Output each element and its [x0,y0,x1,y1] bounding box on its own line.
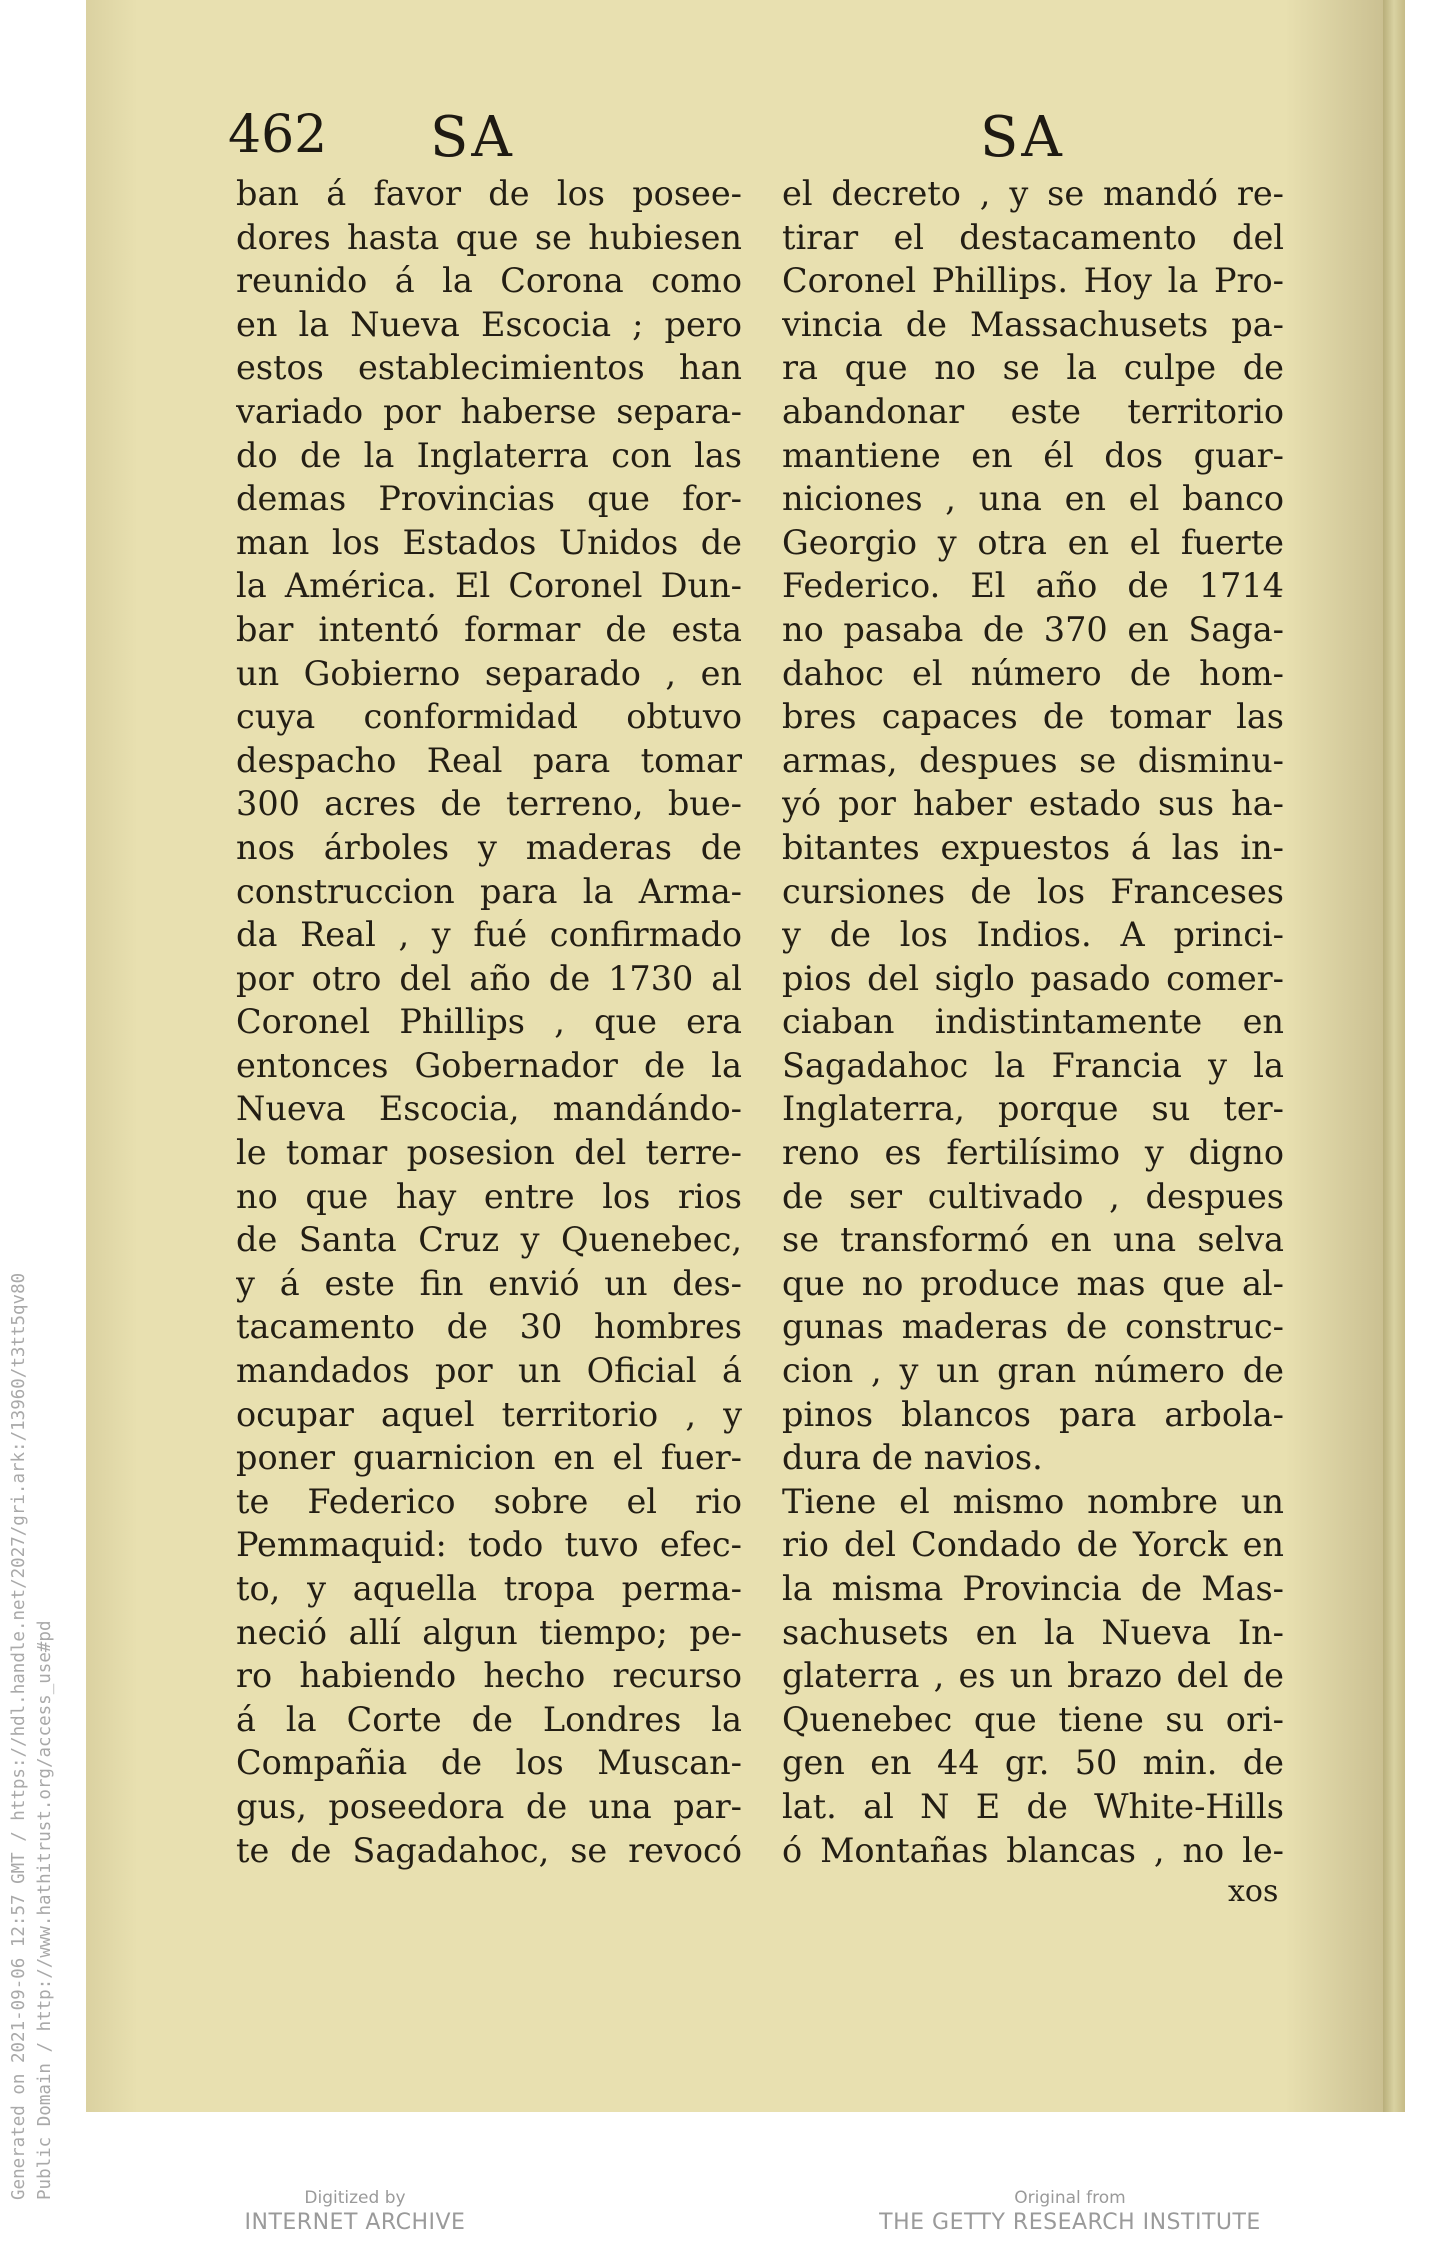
text-line: le tomar posesion del terre- [236,1133,742,1173]
running-head-right: SA [980,105,1065,170]
text-line: no pasaba de 370 en Saga- [782,609,1284,649]
digitized-by-credit [230,2188,480,2235]
text-line: bitantes expuestos á las in- [782,827,1284,867]
text-line: un Gobierno separado , en [236,653,742,693]
text-line: gen en 44 gr. 50 min. de [782,1743,1284,1783]
text-line: Tiene el mismo nombre un [782,1481,1284,1521]
text-line: poner guarnicion en el fuer- [236,1438,742,1478]
digitized-by-label: Digitized by [304,2188,406,2208]
text-line: ban á favor de los posee- [236,174,742,213]
text-line: do de la Inglaterra con las [236,435,742,475]
text-line: man los Estados Unidos de [236,522,742,562]
catchword: xos [1228,1874,1279,1909]
text-line: despacho Real para tomar [236,740,742,780]
text-line: de ser cultivado , despues [782,1176,1284,1216]
text-line: yó por haber estado sus ha- [782,784,1284,824]
text-line: te Federico sobre el rio [236,1481,742,1521]
text-line: ó Montañas blancas , no le- [782,1830,1284,1870]
text-line: se transformó en una selva [782,1220,1284,1260]
text-line: Nueva Escocia, mandándo- [236,1089,742,1129]
text-line: á la Corte de Londres la [236,1699,742,1739]
running-head-left: SA [430,105,515,170]
text-line: Federico. El año de 1714 [782,566,1284,606]
text-line: no que hay entre los rios [236,1176,742,1216]
text-line: cursiones de los Franceses [782,871,1284,911]
text-line: la misma Provincia de Mas- [782,1569,1284,1608]
original-from-label: Original from [1014,2188,1126,2208]
text-line: mandados por un Oficial á [236,1351,742,1391]
page-edge [1383,0,1405,2112]
text-line: y de los Indios. A princi- [782,915,1284,955]
text-line: tacamento de 30 hombres [236,1307,742,1347]
text-line: vincia de Massachusets pa- [782,304,1284,344]
text-line: Inglaterra, porque su ter- [782,1089,1284,1129]
text-line: to, y aquella tropa perma- [236,1569,742,1608]
text-line: entonces Gobernador de la [236,1045,742,1085]
text-line: abandonar este territorio [782,391,1284,431]
text-line: mantiene en él dos guar- [782,435,1284,475]
text-line: Compañia de los Muscan- [236,1743,742,1783]
text-line: dahoc el número de hom- [782,653,1284,693]
text-line: que no produce mas que al- [782,1263,1284,1303]
text-line: de Santa Cruz y Quenebec, [236,1220,742,1260]
page-number: 462 [228,105,328,165]
left-text-column [236,172,742,1872]
internet-archive-label: INTERNET ARCHIVE [244,2210,466,2235]
text-line: variado por haberse separa- [236,391,742,431]
text-line: en la Nueva Escocia ; pero [236,304,742,344]
text-line: cion , y un gran número de [782,1351,1284,1391]
stamp-line-2: Public Domain / http://www.hathitrust.org/access_use#pd [35,1620,55,2200]
getty-label: THE GETTY RESEARCH INSTITUTE [879,2210,1261,2235]
text-line: demas Provincias que for- [236,479,742,519]
text-line: niciones , una en el banco [782,479,1284,519]
text-line: por otro del año de 1730 al [236,958,742,998]
text-line: gus, poseedora de una par- [236,1786,742,1826]
text-line: dores hasta que se hubiesen [236,217,742,257]
text-line: Coronel Phillips , que era [236,1002,742,1042]
text-line: 300 acres de terreno, bue- [236,784,742,824]
text-line: ro habiendo hecho recurso [236,1656,742,1696]
text-line: tirar el destacamento del [782,217,1284,257]
text-line: reno es fertilísimo y digno [782,1133,1284,1173]
text-line: lat. al N E de White-Hills [782,1786,1284,1826]
text-line: Sagadahoc la Francia y la [782,1045,1284,1085]
text-line: cuya conformidad obtuvo [236,697,742,737]
text-line: pinos blancos para arbola- [782,1394,1284,1434]
text-line: neció allí algun tiempo; pe- [236,1612,742,1652]
text-line: Pemmaquid: todo tuvo efec- [236,1525,742,1565]
original-from-credit [870,2188,1270,2235]
text-line: sachusets en la Nueva In- [782,1612,1284,1652]
text-line: Coronel Phillips. Hoy la Pro- [782,261,1284,301]
right-text-column [782,172,1284,1872]
stamp-line-1: Generated on 2021-09-06 12:57 GMT / https://hdl.handle.net/2027/gri.ark:/13960/t3tt5qv80 [9,1272,29,2200]
text-line: ra que no se la culpe de [782,348,1284,388]
generation-stamp [6,1273,58,2200]
text-line: gunas maderas de construc- [782,1307,1284,1347]
text-line: pios del siglo pasado comer- [782,958,1284,998]
text-line: bar intentó formar de esta [236,609,742,649]
text-line: te de Sagadahoc, se revocó [236,1830,742,1870]
text-line: glaterra , es un brazo del de [782,1656,1284,1696]
text-line: y á este fin envió un des- [236,1263,742,1303]
text-line: el decreto , y se mandó re- [782,174,1284,213]
text-line: reunido á la Corona como [236,261,742,301]
text-line: Quenebec que tiene su ori- [782,1699,1284,1739]
text-line: dura de navios. [782,1438,1043,1478]
text-line: construccion para la Arma- [236,871,742,911]
text-line: da Real , y fué confirmado [236,915,742,955]
text-line: Georgio y otra en el fuerte [782,522,1284,562]
text-line: bres capaces de tomar las [782,697,1284,737]
text-line: ciaban indistintamente en [782,1002,1284,1042]
text-line: rio del Condado de Yorck en [782,1525,1284,1565]
text-line: ocupar aquel territorio , y [236,1394,742,1434]
text-line: la América. El Coronel Dun- [236,566,742,606]
text-line: estos establecimientos han [236,348,742,388]
text-line: armas, despues se disminu- [782,740,1284,780]
text-line: nos árboles y maderas de [236,827,742,867]
